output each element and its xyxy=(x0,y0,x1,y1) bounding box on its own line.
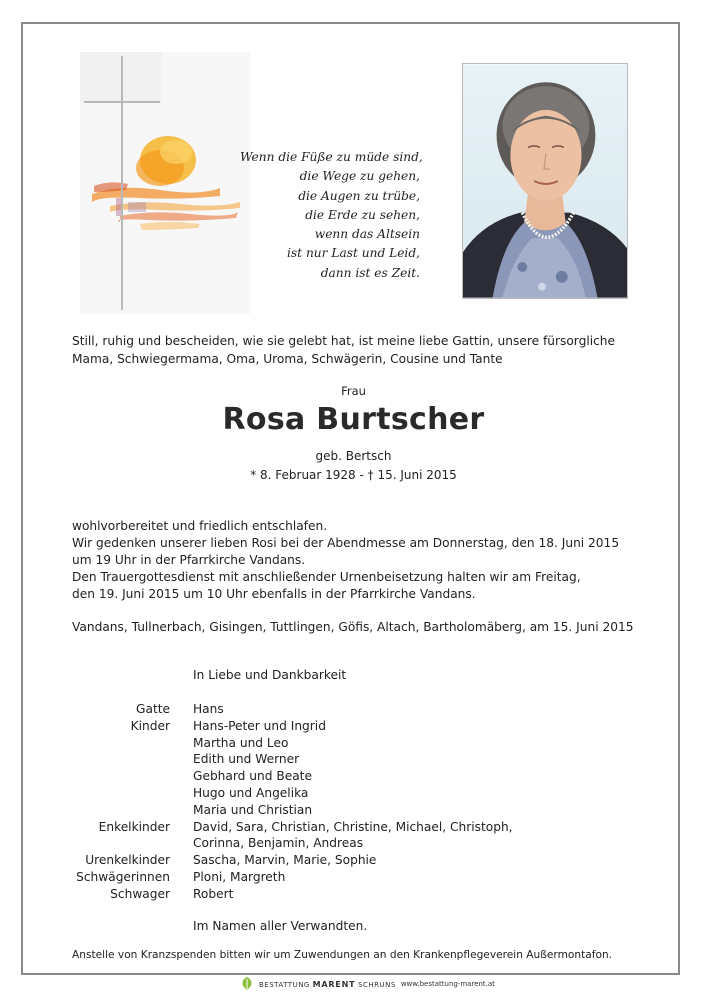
family-list xyxy=(70,701,513,903)
family-row xyxy=(70,785,513,802)
family-names: Maria und Christian xyxy=(193,802,313,817)
announcement-line: um 19 Uhr in der Pfarrkirche Vandans. xyxy=(72,553,306,567)
family-names: Hugo und Angelika xyxy=(193,785,309,800)
family-row xyxy=(70,835,513,852)
family-row xyxy=(70,886,513,903)
poem-line: dann ist es Zeit. xyxy=(320,265,420,280)
family-names: Hans-Peter und Ingrid xyxy=(193,718,326,733)
family-names: Ploni, Margreth xyxy=(193,869,286,884)
family-role xyxy=(70,768,193,785)
family-role xyxy=(70,751,193,768)
family-role xyxy=(70,785,193,802)
life-dates: * 8. Februar 1928 - † 15. Juni 2015 xyxy=(250,468,457,482)
family-role: Urenkelkinder xyxy=(85,853,170,868)
family-role: Schwager xyxy=(110,886,170,901)
poem-line: Wenn die Füße zu müde sind, xyxy=(240,150,423,164)
family-row xyxy=(70,701,513,718)
poem xyxy=(240,148,423,283)
announcement xyxy=(72,518,652,603)
maiden-name: geb. Bertsch xyxy=(315,449,392,463)
family-row xyxy=(70,735,513,752)
in-love-line: In Liebe und Dankbarkeit xyxy=(193,668,347,682)
footer-town: SCHRUNS xyxy=(358,980,396,989)
poem-line: ist nur Last und Leid, xyxy=(287,246,420,261)
portrait-photo xyxy=(462,63,628,299)
family-row xyxy=(70,819,513,836)
family-names: David, Sara, Christian, Christine, Michael, Christoph, xyxy=(193,819,513,834)
poem-line: die Wege zu gehen, xyxy=(299,169,420,184)
poem-line: wenn das Altsein xyxy=(314,227,420,242)
family-role: Kinder xyxy=(130,718,170,733)
family-role: Enkelkinder xyxy=(98,819,170,834)
footer-url[interactable]: www.bestattung-marent.at xyxy=(400,980,495,988)
closing-line: Im Namen aller Verwandten. xyxy=(193,919,368,933)
announcement-line: Wir gedenken unserer lieben Rosi bei der Abendmesse am Donnerstag, den 18. Juni 2015 xyxy=(72,536,620,550)
deceased-name: Rosa Burtscher xyxy=(222,402,485,437)
family-row xyxy=(70,869,513,886)
family-row xyxy=(70,852,513,869)
family-names: Robert xyxy=(193,886,234,901)
family-names: Hans xyxy=(193,702,224,716)
announcement-line: wohlvorbereitet und friedlich entschlafen. xyxy=(72,519,328,533)
family-names: Gebhard und Beate xyxy=(193,769,312,784)
cross-sunset-illustration xyxy=(80,52,250,314)
family-role xyxy=(70,835,193,852)
footer-brand-name: MARENT xyxy=(312,979,356,989)
family-role: Gatte xyxy=(136,702,170,716)
place-date: Vandans, Tullnerbach, Gisingen, Tuttlingen, Göfis, Altach, Bartholomäberg, am 15. Juni 2015 xyxy=(72,620,634,634)
family-names: Martha und Leo xyxy=(193,735,289,750)
family-row xyxy=(70,718,513,735)
family-row xyxy=(70,768,513,785)
family-role: Schwägerinnen xyxy=(76,869,170,884)
family-row xyxy=(70,802,513,819)
poem-line: die Augen zu trübe, xyxy=(298,188,420,203)
footer-brand xyxy=(259,980,396,989)
announcement-line: Den Trauergottesdienst mit anschließender Urnenbeisetzung halten wir am Freitag, xyxy=(72,570,581,584)
intro-text: Still, ruhig und bescheiden, wie sie gelebt hat, ist meine liebe Gattin, unsere fürsorgliche Mama, Schwiegermama, Oma, Uroma, Schwägerin, Cousine und Tante xyxy=(72,334,616,366)
footer xyxy=(240,973,495,995)
family-role xyxy=(70,802,193,819)
footer-prefix: BESTATTUNG xyxy=(259,980,310,989)
announcement-line: den 19. Juni 2015 um 10 Uhr ebenfalls in der Pfarrkirche Vandans. xyxy=(72,587,476,601)
deceased-title: Frau xyxy=(341,384,366,398)
family-names: Edith und Werner xyxy=(193,752,300,767)
leaf-logo-icon xyxy=(240,976,254,992)
donation-note: Anstelle von Kranzspenden bitten wir um Zuwendungen an den Krankenpflegeverein Außermontafon. xyxy=(72,949,613,961)
family-names: Sascha, Marvin, Marie, Sophie xyxy=(193,853,377,868)
poem-line: die Erde zu sehen, xyxy=(305,207,420,222)
family-names: Corinna, Benjamin, Andreas xyxy=(193,836,364,851)
family-role xyxy=(70,735,193,752)
family-row xyxy=(70,751,513,768)
